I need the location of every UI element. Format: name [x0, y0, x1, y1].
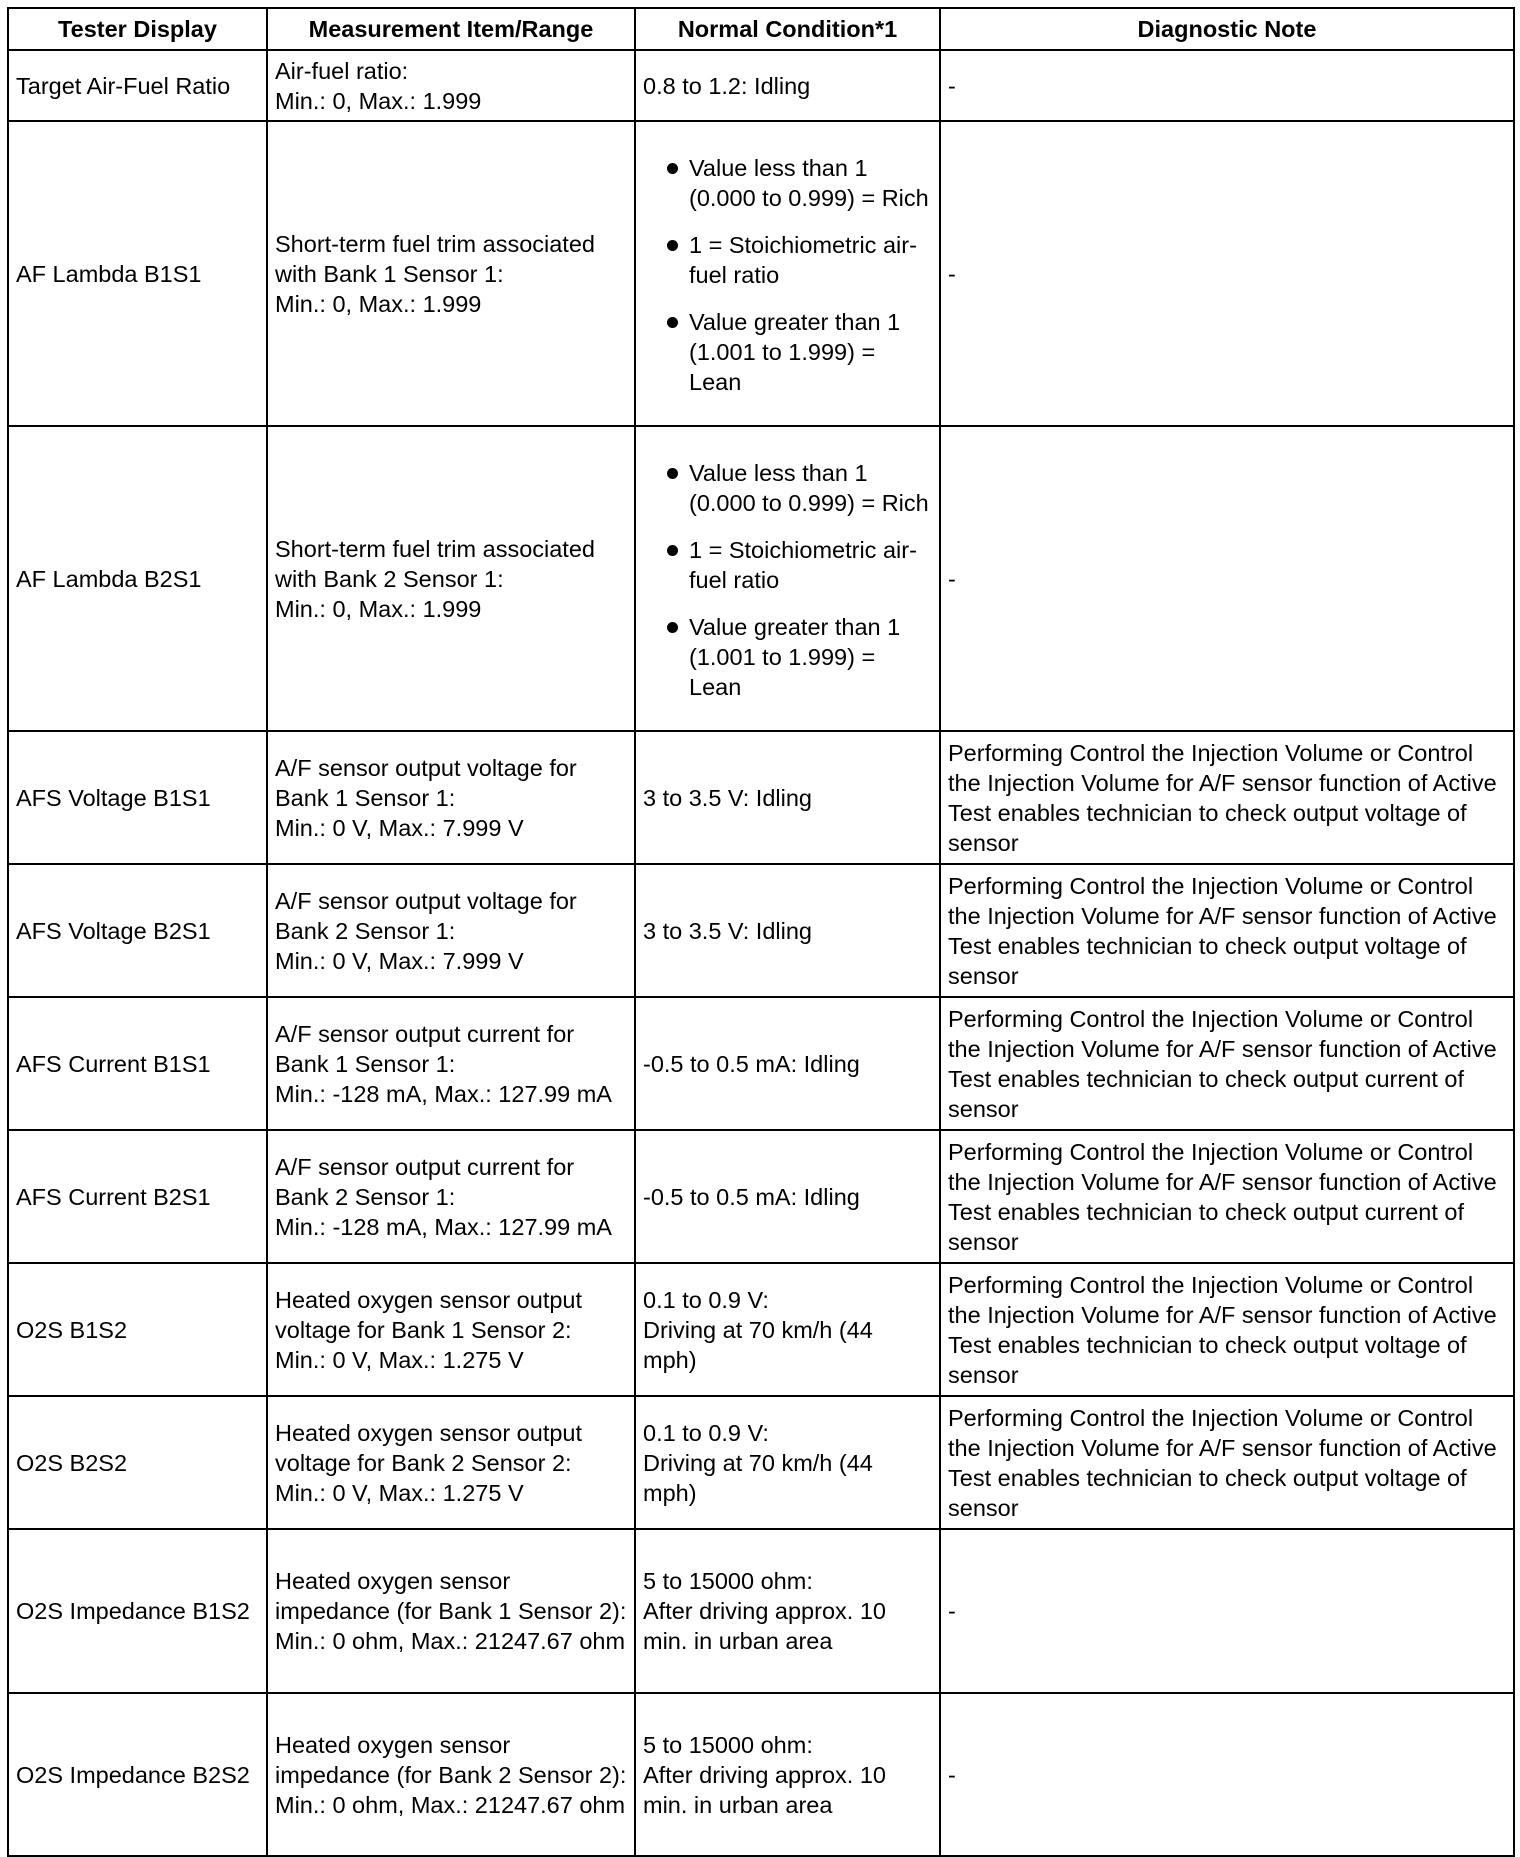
measurement-range: Min.: -128 mA, Max.: 127.99 mA: [275, 1213, 612, 1240]
measurement-range: Min.: -128 mA, Max.: 127.99 mA: [275, 1080, 612, 1107]
measurement-range: Min.: 0, Max.: 1.999: [275, 87, 482, 114]
normal-condition-cell: [635, 731, 940, 864]
measurement-cell: [267, 864, 635, 997]
list-item: Value greater than 1 (1.001 to 1.999) = Lean: [643, 307, 932, 397]
normal-condition-text: -0.5 to 0.5 mA: Idling: [643, 1050, 860, 1077]
measurement-text: Air-fuel ratio:: [275, 57, 409, 84]
diagnostic-note-cell: Performing Control the Injection Volume or Control the Injection Volume for A/F sensor function of Active Test enables technician to check output voltage of sensor: [940, 1396, 1514, 1529]
measurement-text: Heated oxygen sensor output voltage for Bank 2 Sensor 2:: [275, 1419, 583, 1476]
diagnostic-note-cell: -: [940, 50, 1514, 121]
diagnostic-note-cell: Performing Control the Injection Volume or Control the Injection Volume for A/F sensor function of Active Test enables technician to check output current of sensor: [940, 1130, 1514, 1263]
normal-condition-cell: [635, 1693, 940, 1856]
table-row: [8, 50, 1514, 121]
spec-table: [7, 7, 1515, 1857]
list-item: 1 = Stoichiometric air-fuel ratio: [643, 535, 932, 595]
measurement-range: Min.: 0, Max.: 1.999: [275, 290, 482, 317]
measurement-cell: [267, 1396, 635, 1529]
tester-display-cell: Target Air-Fuel Ratio: [8, 50, 267, 121]
measurement-range: Min.: 0 V, Max.: 1.275 V: [275, 1479, 524, 1506]
normal-condition-cell: [635, 1130, 940, 1263]
header-tester-display: Tester Display: [8, 8, 267, 50]
measurement-text: Heated oxygen sensor impedance (for Bank 2 Sensor 2):: [275, 1731, 627, 1788]
measurement-cell: [267, 731, 635, 864]
measurement-text: Heated oxygen sensor output voltage for Bank 1 Sensor 2:: [275, 1286, 583, 1343]
table-row: [8, 1396, 1514, 1529]
normal-condition-text: 3 to 3.5 V: Idling: [643, 917, 812, 944]
header-normal-condition: Normal Condition*1: [635, 8, 940, 50]
normal-condition-text: 5 to 15000 ohm:: [643, 1731, 813, 1758]
diagnostic-note-cell: -: [940, 1693, 1514, 1856]
normal-condition-cell: [635, 1396, 940, 1529]
measurement-cell: [267, 997, 635, 1130]
header-measurement: Measurement Item/Range: [267, 8, 635, 50]
normal-condition-text: 3 to 3.5 V: Idling: [643, 784, 812, 811]
measurement-range: Min.: 0, Max.: 1.999: [275, 595, 482, 622]
diagnostic-note-cell: -: [940, 426, 1514, 731]
measurement-text: Heated oxygen sensor impedance (for Bank 1 Sensor 2):: [275, 1568, 627, 1624]
list-item: Value greater than 1 (1.001 to 1.999) = Lean: [643, 612, 932, 702]
diagnostic-note-cell: Performing Control the Injection Volume or Control the Injection Volume for A/F sensor function of Active Test enables technician to check output current of sensor: [940, 997, 1514, 1130]
tester-display-cell: AFS Current B2S1: [8, 1130, 267, 1263]
normal-condition-detail: After driving approx. 10 min. in urban area: [643, 1761, 886, 1818]
normal-condition-detail: After driving approx. 10 min. in urban area: [643, 1598, 886, 1654]
measurement-cell: [267, 1130, 635, 1263]
table-row: [8, 997, 1514, 1130]
normal-condition-detail: Driving at 70 km/h (44 mph): [643, 1449, 873, 1506]
table-row: [8, 1529, 1514, 1693]
normal-condition-list: [643, 458, 932, 702]
measurement-cell: [267, 50, 635, 121]
measurement-text: A/F sensor output voltage for Bank 1 Sensor 1:: [275, 754, 577, 811]
measurement-text: A/F sensor output voltage for Bank 2 Sensor 1:: [275, 887, 577, 944]
table-row: [8, 1693, 1514, 1856]
list-item: Value less than 1 (0.000 to 0.999) = Rich: [643, 458, 932, 518]
tester-display-cell: AF Lambda B1S1: [8, 121, 267, 426]
tester-display-cell: O2S B1S2: [8, 1263, 267, 1396]
normal-condition-text: 0.8 to 1.2: Idling: [643, 72, 811, 99]
diagnostic-note-cell: -: [940, 121, 1514, 426]
normal-condition-cell: [635, 997, 940, 1130]
tester-display-cell: AFS Current B1S1: [8, 997, 267, 1130]
normal-condition-cell: [635, 1263, 940, 1396]
normal-condition-cell: [635, 1529, 940, 1693]
tester-display-cell: O2S Impedance B1S2: [8, 1529, 267, 1693]
tester-display-cell: O2S B2S2: [8, 1396, 267, 1529]
normal-condition-cell: [635, 50, 940, 121]
normal-condition-cell: [635, 864, 940, 997]
normal-condition-list: [643, 153, 932, 397]
table-row: [8, 731, 1514, 864]
header-diagnostic-note: Diagnostic Note: [940, 8, 1514, 50]
measurement-cell: [267, 426, 635, 731]
measurement-text: A/F sensor output current for Bank 1 Sensor 1:: [275, 1020, 575, 1077]
normal-condition-text: 5 to 15000 ohm:: [643, 1568, 813, 1594]
list-item: Value less than 1 (0.000 to 0.999) = Rich: [643, 153, 932, 213]
header-row: [8, 8, 1514, 50]
measurement-range: Min.: 0 ohm, Max.: 21247.67 ohm: [275, 1791, 626, 1818]
table-row: [8, 1130, 1514, 1263]
diagnostic-note-cell: Performing Control the Injection Volume or Control the Injection Volume for A/F sensor function of Active Test enables technician to check output voltage of sensor: [940, 731, 1514, 864]
diagnostic-note-cell: -: [940, 1529, 1514, 1693]
tester-display-cell: AF Lambda B2S1: [8, 426, 267, 731]
measurement-text: A/F sensor output current for Bank 2 Sensor 1:: [275, 1153, 575, 1210]
table-row: [8, 426, 1514, 731]
normal-condition-text: 0.1 to 0.9 V:: [643, 1419, 769, 1446]
measurement-range: Min.: 0 ohm, Max.: 21247.67 ohm: [275, 1628, 626, 1654]
normal-condition-text: 0.1 to 0.9 V:: [643, 1286, 769, 1313]
tester-display-cell: O2S Impedance B2S2: [8, 1693, 267, 1856]
measurement-text: Short-term fuel trim associated with Bank 2 Sensor 1:: [275, 535, 595, 592]
table-row: [8, 1263, 1514, 1396]
measurement-cell: [267, 1529, 635, 1693]
measurement-cell: [267, 121, 635, 426]
measurement-cell: [267, 1263, 635, 1396]
tester-display-cell: AFS Voltage B2S1: [8, 864, 267, 997]
normal-condition-cell: [635, 121, 940, 426]
measurement-cell: [267, 1693, 635, 1856]
measurement-range: Min.: 0 V, Max.: 7.999 V: [275, 814, 524, 841]
normal-condition-cell: [635, 426, 940, 731]
measurement-text: Short-term fuel trim associated with Bank 1 Sensor 1:: [275, 230, 595, 287]
table-row: [8, 121, 1514, 426]
measurement-range: Min.: 0 V, Max.: 7.999 V: [275, 947, 524, 974]
diagnostic-note-cell: Performing Control the Injection Volume or Control the Injection Volume for A/F sensor function of Active Test enables technician to check output voltage of sensor: [940, 864, 1514, 997]
diagnostic-note-cell: Performing Control the Injection Volume or Control the Injection Volume for A/F sensor function of Active Test enables technician to check output voltage of sensor: [940, 1263, 1514, 1396]
normal-condition-text: -0.5 to 0.5 mA: Idling: [643, 1183, 860, 1210]
tester-display-cell: AFS Voltage B1S1: [8, 731, 267, 864]
table-row: [8, 864, 1514, 997]
normal-condition-detail: Driving at 70 km/h (44 mph): [643, 1316, 873, 1373]
list-item: 1 = Stoichiometric air-fuel ratio: [643, 230, 932, 290]
measurement-range: Min.: 0 V, Max.: 1.275 V: [275, 1346, 524, 1373]
